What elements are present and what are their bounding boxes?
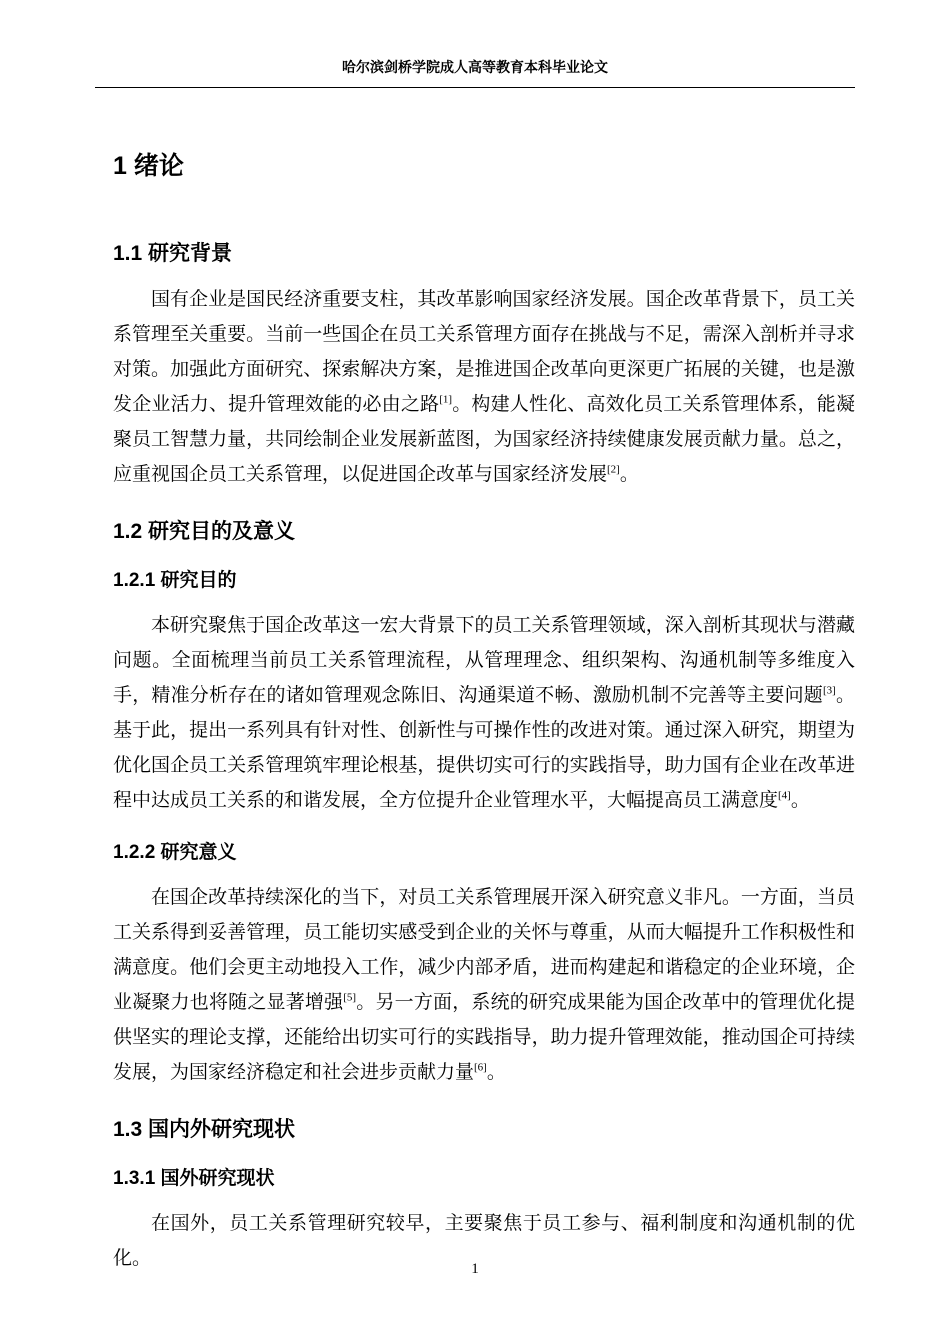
- header-title: 哈尔滨剑桥学院成人高等教育本科毕业论文: [342, 61, 608, 76]
- para-research-significance: 在国企改革持续深化的当下，对员工关系管理展开深入研究意义非凡。一方面，当员工关系得到妥善管理，员工能切实感受到企业的关怀与尊重，从而大幅提升工作积极性和满意度。他们会更主动地投入工作，减少内部矛盾，进而构建起和谐稳定的企业环境，企业凝聚力也将随之显著增强[5]。另一方面，系统的研究成果能为国企改革中的管理优化提供坚实的理论支撑，还能给出切实可行的实践指导，助力提升管理效能，推动国企可持续发展，为国家经济稳定和社会进步贡献力量[6]。: [113, 887, 855, 1083]
- page-footer: [0, 1261, 950, 1278]
- document-header: [95, 0, 855, 88]
- citation-ref: [5]: [343, 991, 357, 1004]
- citation-ref: [1]: [439, 393, 453, 406]
- section-1-3-heading: 1.3 国内外研究现状: [113, 1118, 296, 1141]
- section-1-2-1-heading: 1.2.1 研究目的: [113, 570, 237, 591]
- para-research-purpose: 本研究聚焦于国企改革这一宏大背景下的员工关系管理领域，深入剖析其现状与潜藏问题。全面梳理当前员工关系管理流程，从管理理念、组织架构、沟通机制等多维度入手，精准分析存在的诸如管理观念陈旧、沟通渠道不畅、激励机制不完善等主要问题[3]。基于此，提出一系列具有针对性、创新性与可操作性的改进对策。通过深入研究，期望为优化国企员工关系管理筑牢理论根基，提供切实可行的实践指导，助力国有企业在改革进程中达成员工关系的和谐发展，全方位提升企业管理水平，大幅提高员工满意度[4]。: [113, 615, 855, 811]
- citation-ref: [4]: [778, 789, 791, 802]
- citation-ref: [3]: [822, 684, 836, 697]
- para-foreign-research: 在国外，员工关系管理研究较早，主要聚焦于员工参与、福利制度和沟通机制的优化。: [113, 1213, 855, 1269]
- citation-ref: [6]: [474, 1061, 487, 1074]
- para-research-background: 国有企业是国民经济重要支柱，其改革影响国家经济发展。国企改革背景下，员工关系管理至关重要。当前一些国企在员工关系管理方面存在挑战与不足，需深入剖析并寻求对策。加强此方面研究、探索解决方案，是推进国企改革向更深更广拓展的关键，也是激发企业活力、提升管理效能的必由之路[1]。构建人性化、高效化员工关系管理体系，能凝聚员工智慧力量，共同绘制企业发展新蓝图，为国家经济持续健康发展贡献力量。总之，应重视国企员工关系管理，以促进国企改革与国家经济发展[2]。: [113, 289, 855, 485]
- section-1-2-2-heading: 1.2.2 研究意义: [113, 842, 237, 863]
- citation-ref: [2]: [607, 463, 620, 476]
- chapter-title: 1 绪论: [113, 152, 184, 180]
- page-number: 1: [471, 1261, 479, 1277]
- document-body: [113, 150, 855, 1276]
- section-1-2-heading: 1.2 研究目的及意义: [113, 520, 296, 543]
- header-divider: [95, 87, 855, 88]
- section-1-3-1-heading: 1.3.1 国外研究现状: [113, 1168, 275, 1189]
- section-1-1-heading: 1.1 研究背景: [113, 242, 233, 265]
